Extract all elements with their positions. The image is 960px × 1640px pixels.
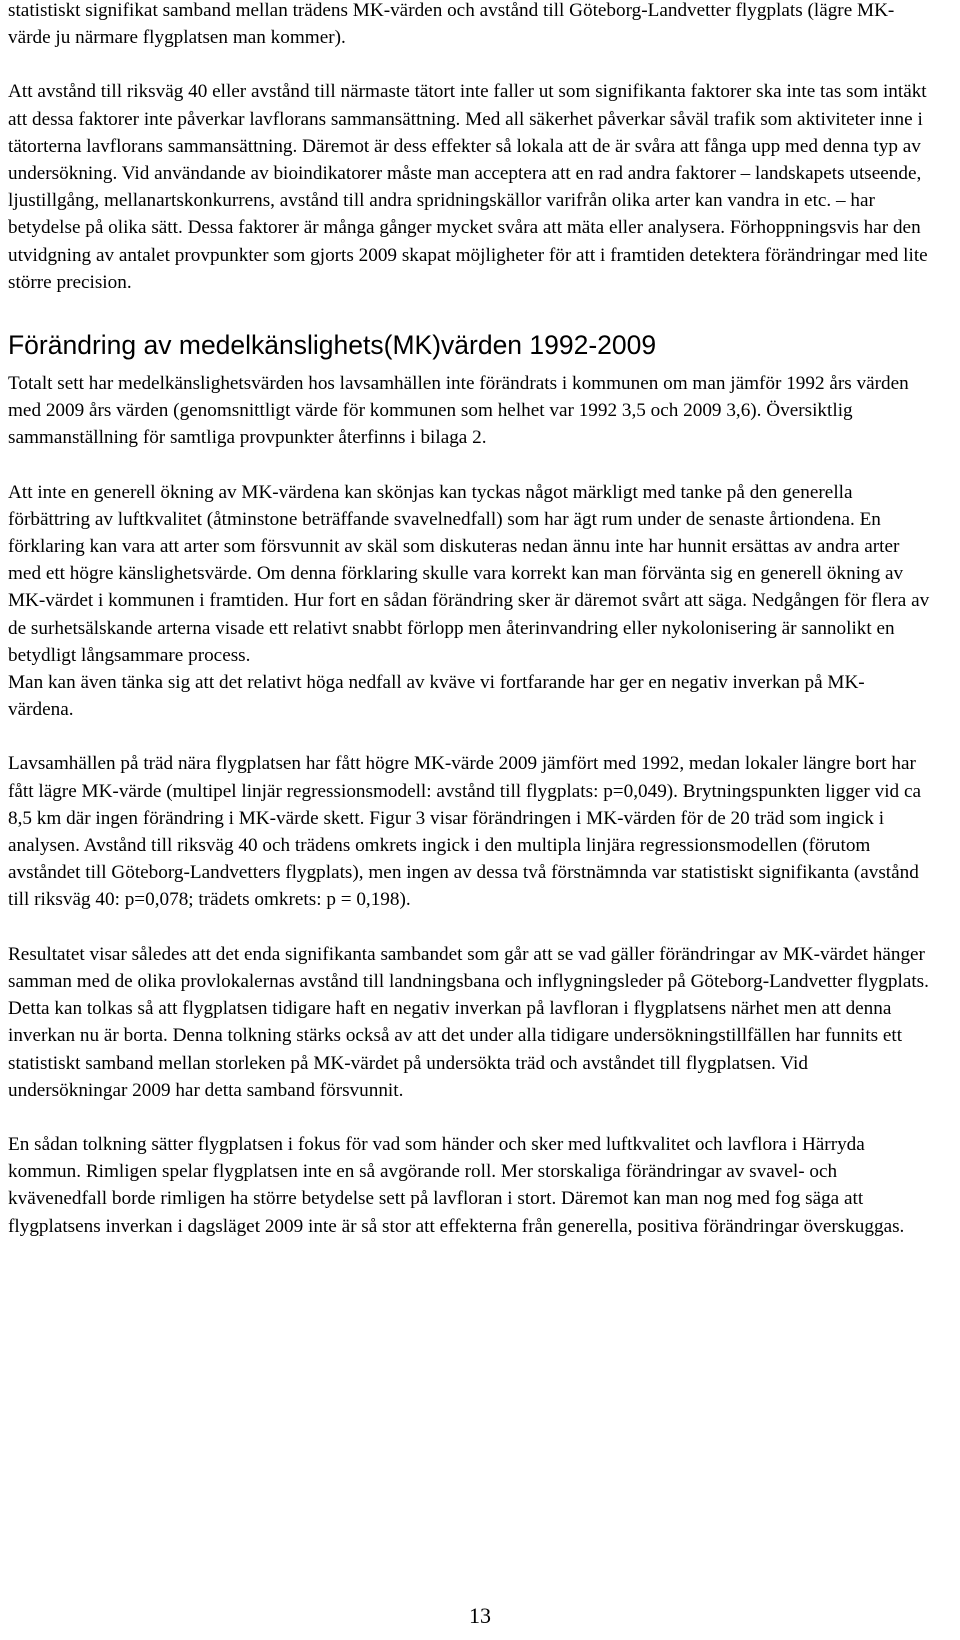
paragraph-significance-factors: Att avstånd till riksväg 40 eller avstånd till närmaste tätort inte faller ut som signifikanta faktorer ska inte tas som intäkt att dessa faktorer inte påverkar lavflorans sammansättning. Med all säkerhet påverkar såväl trafik som aktiviteter inne i tätorterna lavflorans sammansättning. Däremot är dess effekter så lokala att de är svåra att fånga upp med denna typ av undersökning. Vid användande av bioindikatorer måste man acceptera att en rad andra faktorer – landskapets utseende, ljustillgång, mellanartskonkurrens, avstånd till andra spridningskällor varifrån olika arter kan vandra in etc. – har betydelse på olika sätt. Dessa faktorer är många gånger mycket svåra att mäta eller analysera. Förhoppningsvis har den utvidgning av antalet provpunkter som gjorts 2009 skapat möjligheter för att i framtiden detektera förändringar med lite större precision.: [8, 81, 928, 293]
paragraph-result: Resultatet visar således att det enda signifikanta sambandet som går att se vad gäller förändringar av MK-värdet hänger samman med de olika provlokalernas avstånd till landningsbana och inflygningsleder på Göteborg-Landvetter flygplats. Detta kan tolkas så att flygplatsen tidigare haft en negativ inverkan på lavfloran i flygplatsens närhet men att denna inverkan nu är borta. Denna tolkning stärks också av att det under alla tidigare undersökningstillfällen har funnits ett statistiskt samband mellan storleken på MK-värdet på undersökta träd och avståndet till flygplatsen. Vid undersökningar 2009 har detta samband försvunnit.: [8, 943, 929, 1101]
paragraph-intro-continuation: statistiskt signifikat samband mellan trädens MK-värden och avstånd till Göteborg-Landvetter flygplats (lägre MK-värde ju närmare flygplatsen man kommer).: [8, 0, 895, 49]
section-heading: Förändring av medelkänslighets(MK)värden 1992-2009: [8, 330, 657, 361]
document-page: [8, 0, 930, 1240]
paragraph-airport-regression: Lavsamhällen på träd nära flygplatsen har fått högre MK-värde 2009 jämfört med 1992, medan lokaler längre bort har fått lägre MK-värde (multipel linjär regressionsmodell: avstånd till flygplats: p=0,049). Brytningspunkten ligger vid ca 8,5 km där ingen förändring i MK-värde skett. Figur 3 visar förändringen i MK-värden för de 20 träd som ingick i analysen. Avstånd till riksväg 40 och trädens omkrets ingick i den multipla linjära regressionsmodellen (förutom avståndet till Göteborg-Landvetters flygplats), men ingen av dessa två förstnämnda var statistiskt signifikanta (avstånd till riksväg 40: p=0,078; trädets omkrets: p = 0,198).: [8, 753, 921, 911]
paragraph-no-general-increase: Att inte en generell ökning av MK-värdena kan skönjas kan tyckas något märkligt med tanke på den generella förbättring av luftkvalitet (åtminstone beträffande svavelnedfall) som har ägt rum under de senaste årtiondena. En förklaring kan vara att arter som försvunnit av skäl som diskuteras nedan ännu inte har hunnit ersättas av andra arter med ett högre känslighetsvärde. Om denna förklaring skulle vara korrekt kan man förvänta sig en generell ökning av MK-värdet i kommunen i framtiden. Hur fort en sådan förändring sker är däremot svårt att säga. Nedgången för flera av de surhetsälskande arterna visade ett relativt snabbt förlopp men återinvandring eller nykolonisering är sannolikt en betydligt långsammare process.: [8, 481, 930, 666]
paragraph-nitrogen: Man kan även tänka sig att det relativt höga nedfall av kväve vi fortfarande har ger en negativ inverkan på MK-värdena.: [8, 672, 865, 721]
paragraph-interpretation: En sådan tolkning sätter flygplatsen i fokus för vad som händer och sker med luftkvalitet och lavflora i Härryda kommun. Rimligen spelar flygplatsen inte en så avgörande roll. Mer storskaliga förändringar av svavel- och kvävenedfall borde rimligen ha större betydelse sett på lavfloran i stort. Däremot kan man nog med fog säga att flygplatsens inverkan i dagsläget 2009 inte är så stor att effekterna från generella, positiva förändringar överskuggas.: [8, 1133, 905, 1237]
paragraph-overall-change: Totalt sett har medelkänslighetsvärden hos lavsamhällen inte förändrats i kommunen om man jämför 1992 års värden med 2009 års värden (genomsnittligt värde för kommunen som helhet var 1992 3,5 och 2009 3,6). Översiktlig sammanställning för samtliga provpunkter återfinns i bilaga 2.: [8, 373, 909, 449]
page-number: 13: [469, 1603, 491, 1628]
